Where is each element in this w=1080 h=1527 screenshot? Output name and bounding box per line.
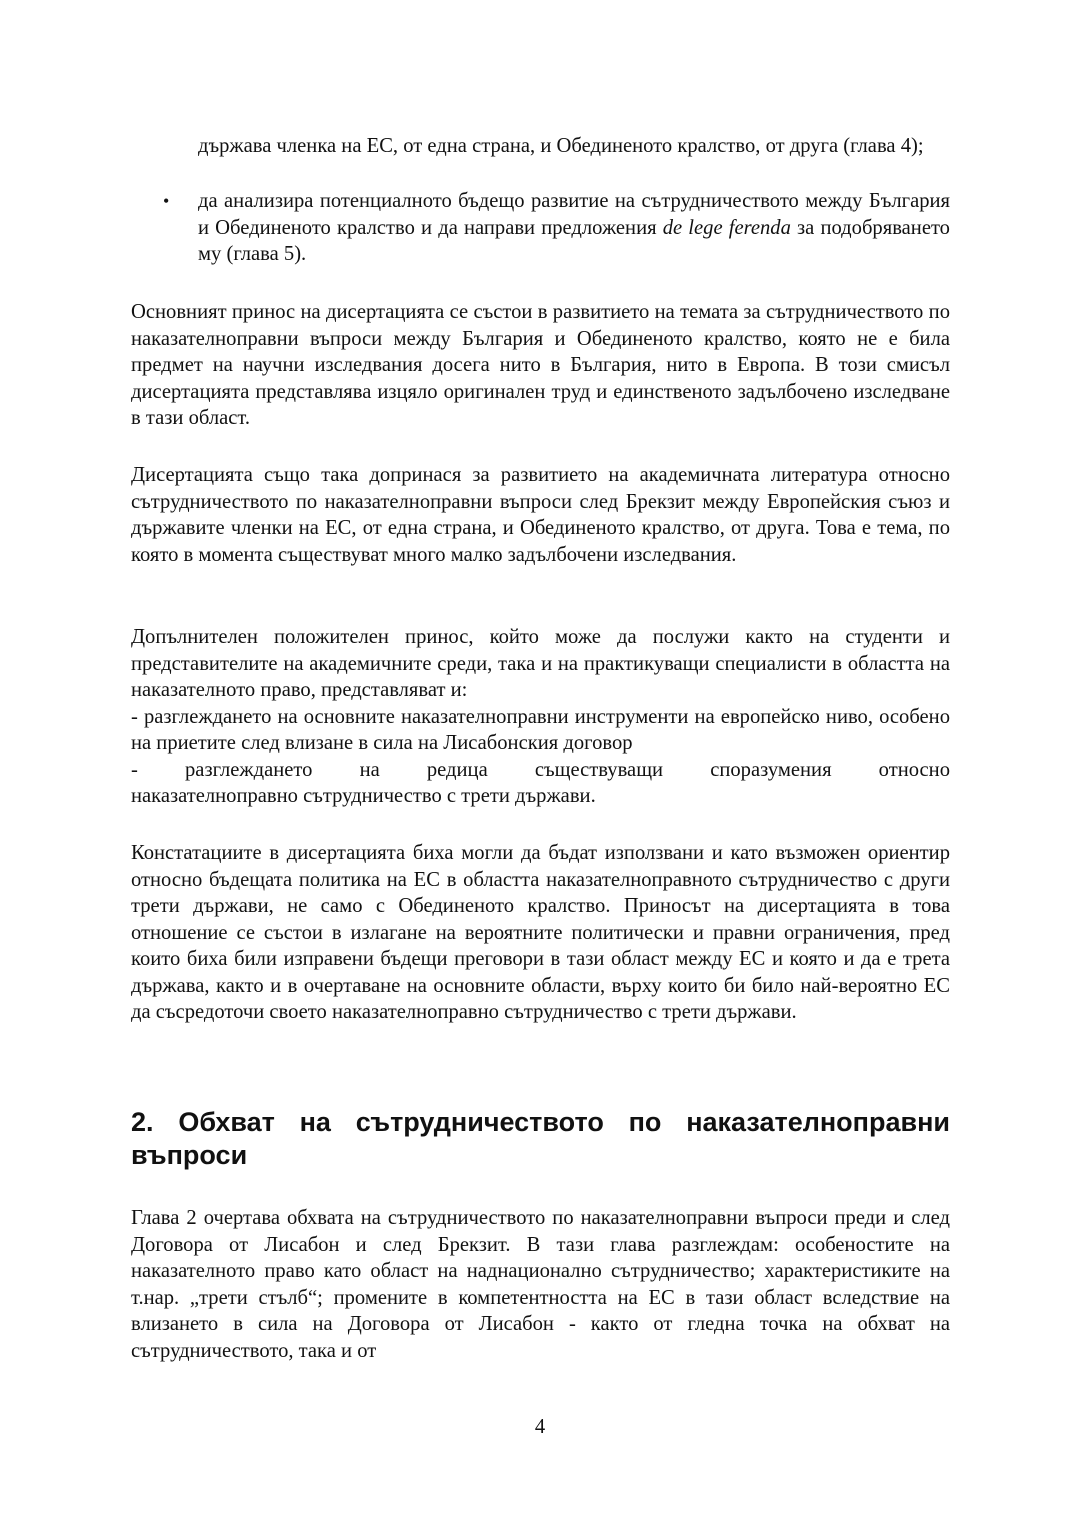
paragraph-main-contribution: Основният принос на дисертацията се състои в развитието на темата за сътрудничеството по наказателноправни въпроси между България и Обединеното кралство, която не е била предмет на научни изследвания досега нито в България, нито в Европа. В този смисъл дисертацията представлява изцяло оригинален труд и единственото задълбочено изследване в тази област. [131, 301, 950, 429]
bullet-item-text-end: за подобряването му (глава 5). [198, 216, 950, 265]
bullet-item-text: да анализира потенциалното бъдещо развитие на сътрудничеството между България и Обединеното кралство и да направи предложения [198, 190, 950, 239]
paragraph-additional-contribution [131, 624, 950, 810]
page-number: 4 [534, 1416, 546, 1438]
latin-phrase: de lege ferenda [662, 216, 791, 239]
section-heading: 2. Обхват на сътрудничеството по наказателноправни въпроси [131, 1107, 950, 1170]
bullet-marker: • [163, 191, 170, 211]
paragraph-findings: Констатациите в дисертацията биха могли да бъдат използвани и като възможен ориентир относно бъдещата политика на ЕС в областта наказателноправното сътрудничество с други трети държави, не само с Обединеното кралство. Приносът на дисертацията в това отношение се състои в излагане на вероятните политически и правни ограничения, пред които биха били изправени бъдещи преговори в тази област между ЕС и която и да е трета държава, както и в очертаване на основните области, върху които би било най-вероятно ЕС да съсредоточи своето наказателноправно сътрудничество с трети държави. [131, 842, 950, 1023]
dash-item: - разглеждането на основните наказателноправни инструменти на европейско ниво, особено на приетите след влизане в сила на Лисабонския договор [131, 705, 950, 754]
bullet-item [198, 188, 950, 268]
bullet-continuation: държава членка на ЕС, от една страна, и Обединеното кралство, от друга (глава 4); [198, 135, 924, 157]
dash-item: - разглеждането на редица съществуващи споразумения относно [131, 758, 950, 781]
paragraph-text: Допълнителен положителен принос, който може да послужи както на студенти и представителите на академичните среди, така и на практикуващи специалисти в областта на наказателното право, представляват и: [131, 626, 950, 701]
paragraph-chapter-2: Глава 2 очертава обхвата на сътрудничеството по наказателноправни въпроси преди и след Договора от Лисабон и след Брекзит. В тази глава разглеждам: особеностите на наказателното право като област на наднационално сътрудничество; характеристиките на т.нар. „трети стълб“; промените в компетентността на ЕС в тази област вследствие на влизането в сила на Договора от Лисабон - както от гледна точка на обхват на сътрудничеството, така и от [131, 1207, 950, 1362]
paragraph-academic-literature: Дисертацията също така допринася за развитието на академичната литература относно сътрудничеството по наказателноправни въпроси след Брекзит между Европейския съюз и държавите членки на ЕС, от една страна, и Обединеното кралство, от друга. Това е тема, по която в момента съществуват много малко задълбочени изследвания. [131, 464, 950, 566]
dash-item-continuation: наказателноправно сътрудничество с трети държави. [131, 785, 596, 807]
